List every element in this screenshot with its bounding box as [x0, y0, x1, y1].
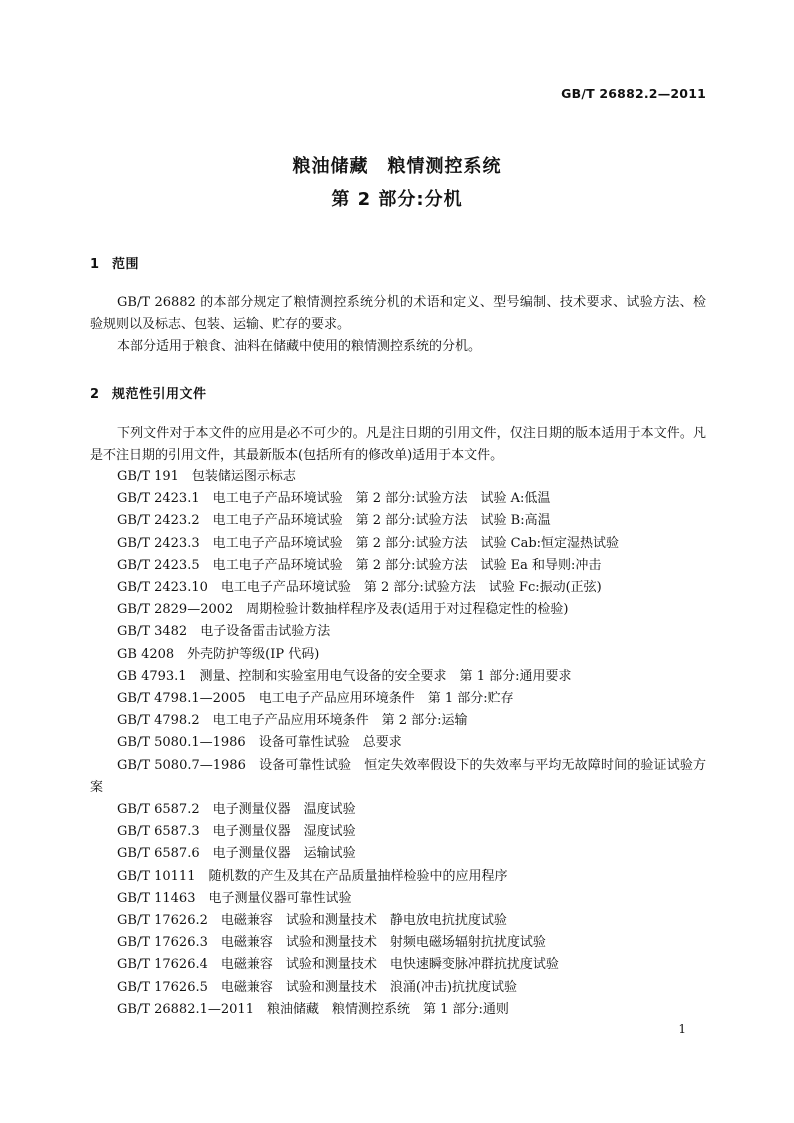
scope-body	[90, 292, 706, 358]
reference-item: GB/T 191 包装储运图示标志	[117, 469, 296, 484]
reference-item: GB/T 2423.3 电工电子产品环境试验 第 2 部分:试验方法 试验 Cab:恒定湿热试验	[117, 535, 620, 551]
page-number: 1	[678, 1022, 686, 1036]
section-heading-scope	[90, 253, 139, 272]
reference-item: GB 4208 外壳防护等级(IP 代码)	[117, 646, 320, 662]
document-subtitle: 第 2 部分:分机	[331, 189, 463, 210]
reference-item: GB/T 6587.2 电子测量仪器 温度试验	[117, 802, 356, 818]
section-number: 2	[90, 387, 100, 402]
reference-item: GB/T 5080.1—1986 设备可靠性试验 总要求	[117, 735, 402, 751]
reference-item: GB/T 6587.6 电子测量仪器 运输试验	[117, 846, 356, 862]
reference-item: GB 4793.1 测量、控制和实验室用电气设备的安全要求 第 1 部分:通用要求	[117, 668, 572, 684]
section-title: 范围	[112, 257, 140, 272]
reference-item: GB/T 17626.2 电磁兼容 试验和测量技术 静电放电抗扰度试验	[117, 913, 507, 929]
paragraph: GB/T 26882 的本部分规定了粮情测控系统分机的术语和定义、型号编制、技术要求、试验方法、检验规则以及标志、包装、运输、贮存的要求。	[90, 295, 706, 332]
reference-item: GB/T 17626.3 电磁兼容 试验和测量技术 射频电磁场辐射抗扰度试验	[117, 935, 546, 951]
paragraph: 下列文件对于本文件的应用是必不可少的。凡是注日期的引用文件，仅注日期的版本适用于本文件。凡是不注日期的引用文件，其最新版本(包括所有的修改单)适用于本文件。	[90, 426, 706, 463]
paragraph: 本部分适用于粮食、油料在储藏中使用的粮情测控系统的分机。	[117, 339, 482, 354]
reference-item: GB/T 4798.2 电工电子产品应用环境条件 第 2 部分:运输	[117, 713, 468, 729]
reference-item: GB/T 17626.4 电磁兼容 试验和测量技术 电快速瞬变脉冲群抗扰度试验	[117, 957, 559, 973]
reference-item: GB/T 2423.1 电工电子产品环境试验 第 2 部分:试验方法 试验 A:低温	[117, 491, 551, 507]
section-title: 规范性引用文件	[112, 387, 207, 402]
section-heading-normative-references	[90, 383, 207, 402]
reference-item: GB/T 2423.2 电工电子产品环境试验 第 2 部分:试验方法 试验 B:高温	[117, 513, 551, 529]
reference-item: GB/T 3482 电子设备雷击试验方法	[117, 624, 331, 640]
reference-item: GB/T 26882.1—2011 粮油储藏 粮情测控系统 第 1 部分:通则	[117, 1001, 509, 1017]
reference-item: GB/T 4798.1—2005 电工电子产品应用环境条件 第 1 部分:贮存	[117, 691, 514, 707]
reference-item: GB/T 5080.7—1986 设备可靠性试验 恒定失效率假设下的失效率与平均无故障时间的验证试验方案	[90, 757, 706, 795]
section-number: 1	[90, 257, 100, 272]
reference-item: GB/T 17626.5 电磁兼容 试验和测量技术 浪涌(冲击)抗扰度试验	[117, 979, 518, 995]
reference-item: GB/T 2829—2002 周期检验计数抽样程序及表(适用于对过程稳定性的检验)	[117, 602, 569, 618]
standard-code: GB/T 26882.2—2011	[561, 86, 706, 101]
document-title: 粮油储藏 粮情测控系统	[292, 156, 502, 177]
reference-item: GB/T 11463 电子测量仪器可靠性试验	[117, 890, 352, 906]
reference-list	[90, 466, 706, 1021]
reference-item: GB/T 2423.5 电工电子产品环境试验 第 2 部分:试验方法 试验 Ea 和导则:冲击	[117, 557, 602, 573]
references-intro	[90, 423, 706, 467]
reference-item: GB/T 10111 随机数的产生及其在产品质量抽样检验中的应用程序	[117, 868, 508, 884]
reference-item: GB/T 6587.3 电子测量仪器 湿度试验	[117, 824, 356, 840]
reference-item: GB/T 2423.10 电工电子产品环境试验 第 2 部分:试验方法 试验 Fc:振动(正弦)	[117, 580, 602, 596]
